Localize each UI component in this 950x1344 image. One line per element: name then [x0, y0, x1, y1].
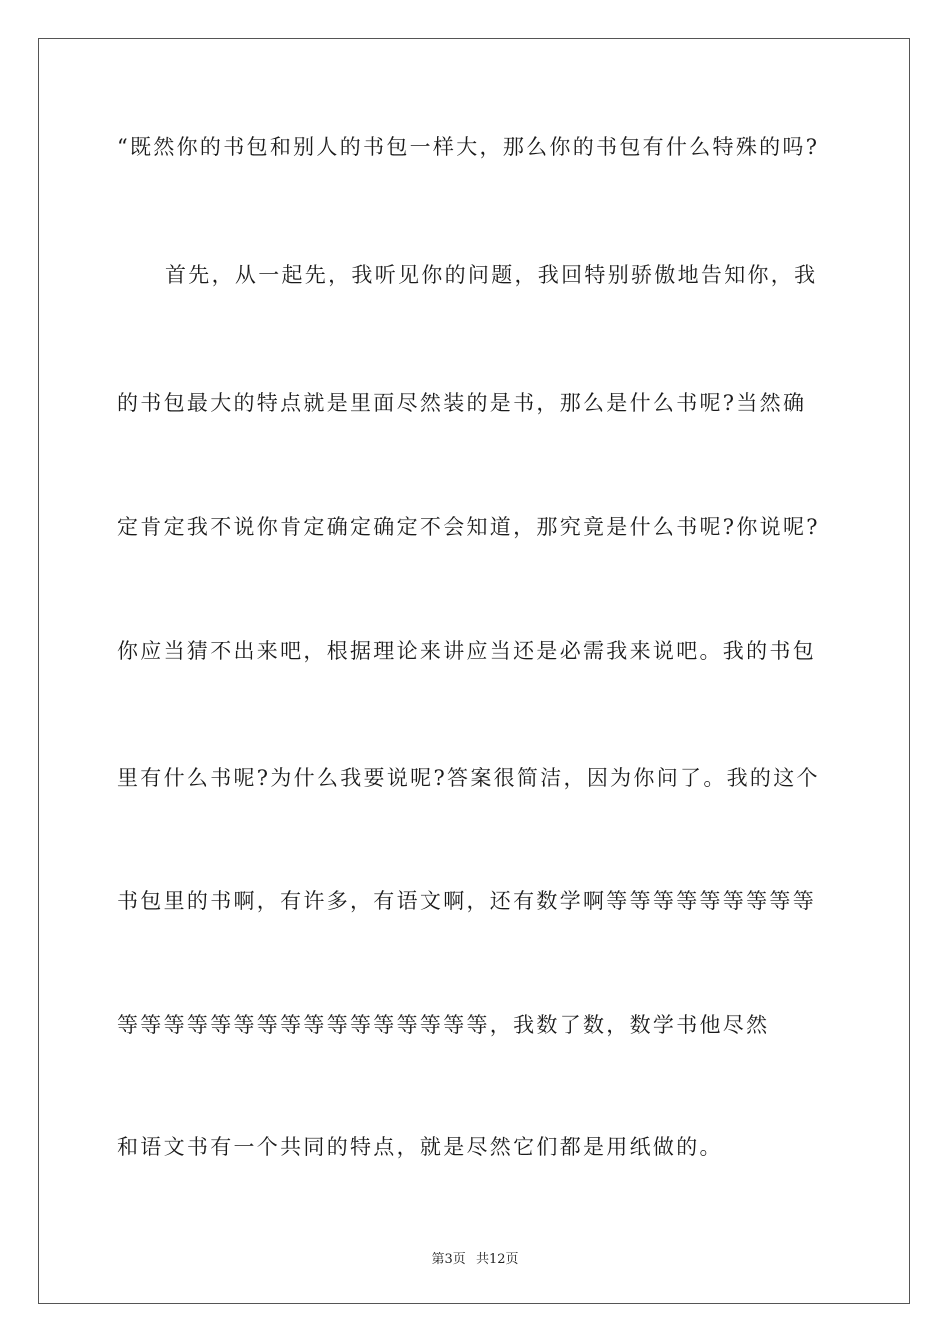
text-line-3: 的书包最大的特点就是里面尽然装的是书，那么是什么书呢?当然确 [117, 391, 807, 415]
text-line-1: “既然你的书包和别人的书包一样大，那么你的书包有什么特殊的吗? [117, 135, 820, 159]
text-line-6: 里有什么书呢?为什么我要说呢?答案很简洁，因为你问了。我的这个 [117, 766, 820, 790]
page-footer [0, 1248, 950, 1267]
text-line-7: 书包里的书啊，有许多，有语文啊，还有数学啊等等等等等等等等等 [117, 889, 816, 913]
text-line-8: 等等等等等等等等等等等等等等等等，我数了数，数学书他尽然 [117, 1013, 770, 1037]
page-total: 共12页 [475, 1252, 519, 1267]
text-line-2: 首先，从一起先，我听见你的问题，我回特别骄傲地告知你，我 [165, 263, 818, 287]
page-number: 第3页 [431, 1252, 466, 1267]
text-line-5: 你应当猜不出来吧，根据理论来讲应当还是必需我来说吧。我的书包 [117, 639, 816, 663]
text-line-9: 和语文书有一个共同的特点，就是尽然它们都是用纸做的。 [117, 1135, 723, 1159]
text-line-4: 定肯定我不说你肯定确定确定不会知道，那究竟是什么书呢?你说呢? [117, 515, 820, 539]
page-border [38, 38, 910, 1304]
